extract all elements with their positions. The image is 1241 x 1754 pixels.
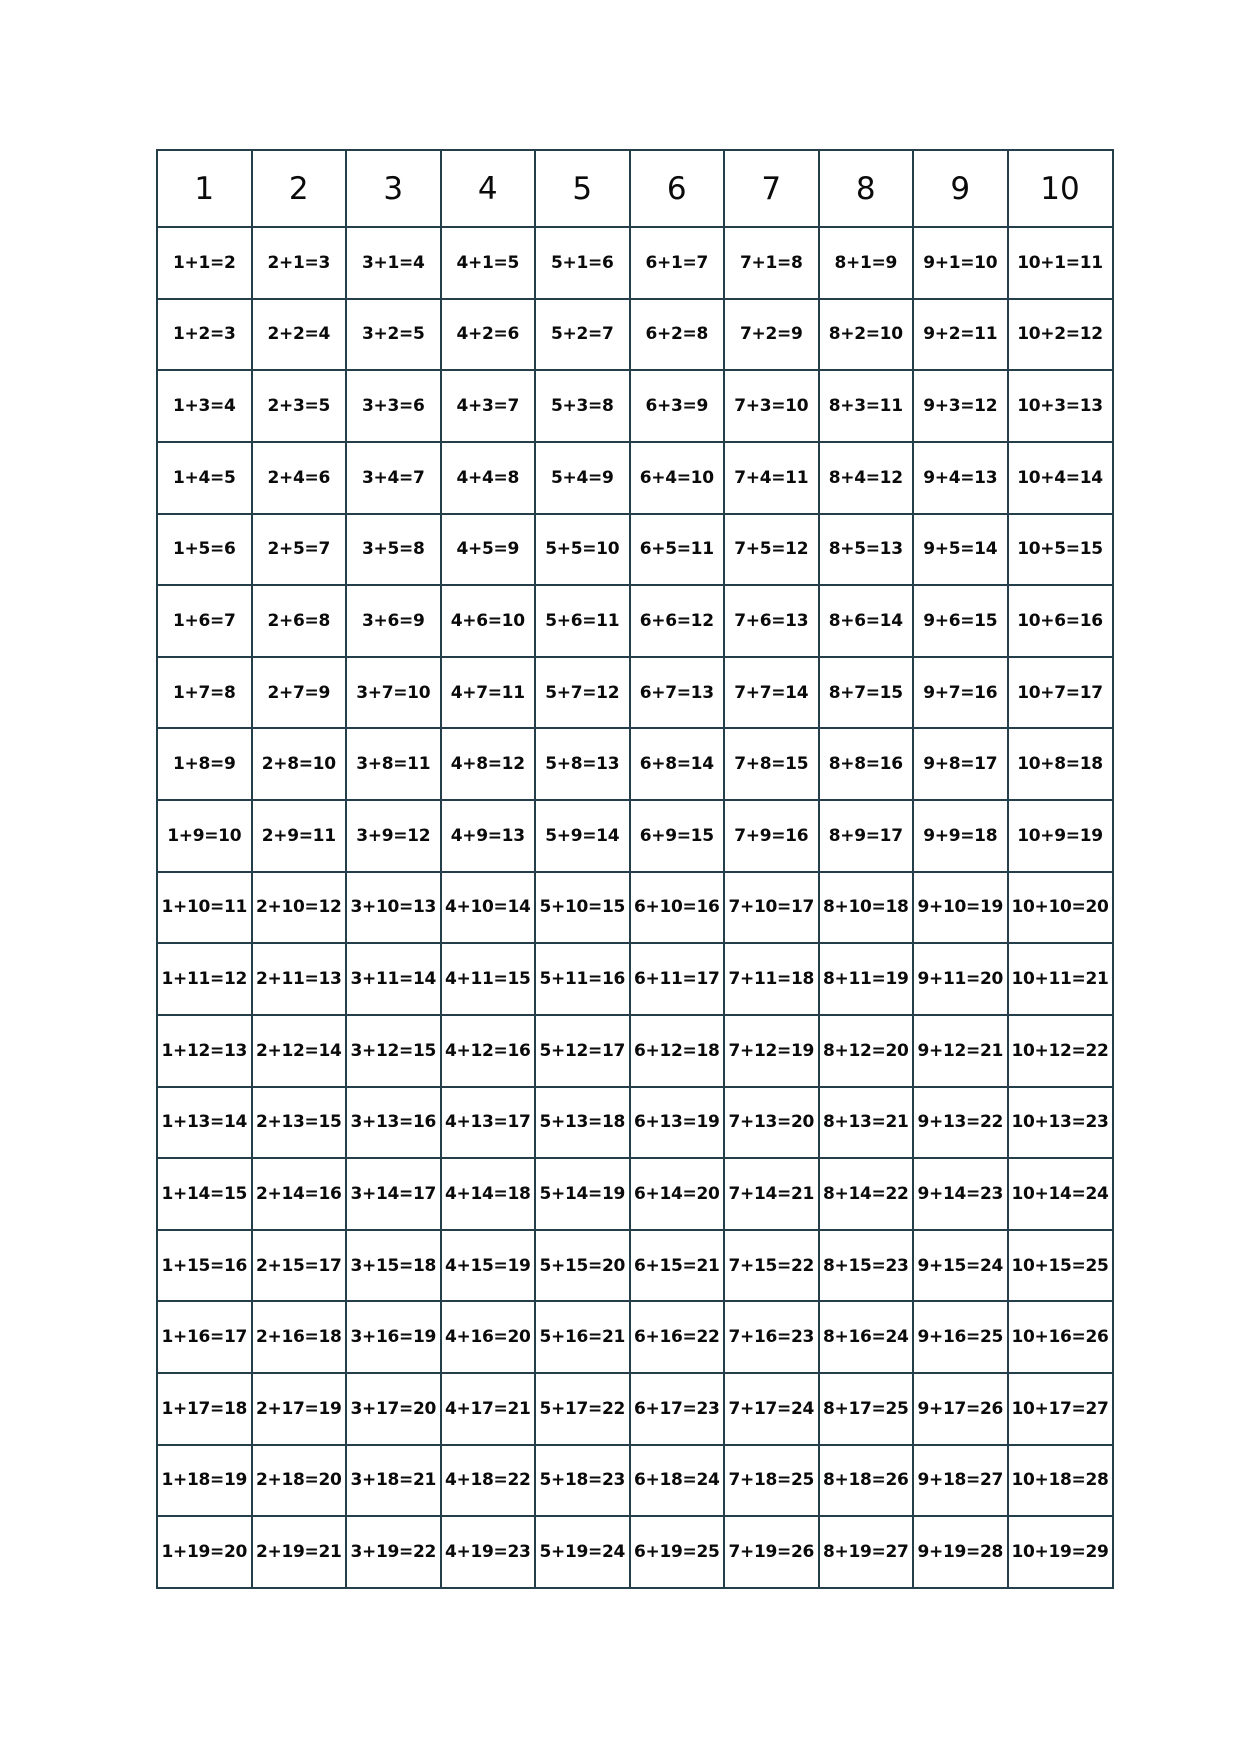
table-cell: 8+18=26 bbox=[819, 1445, 914, 1517]
table-row bbox=[157, 657, 1113, 729]
table-row bbox=[157, 728, 1113, 800]
table-cell: 9+2=11 bbox=[913, 299, 1008, 371]
table-cell: 9+1=10 bbox=[913, 227, 1008, 299]
table-cell: 6+8=14 bbox=[630, 728, 725, 800]
table-cell: 2+6=8 bbox=[252, 585, 347, 657]
table-cell: 10+14=24 bbox=[1008, 1158, 1113, 1230]
table-cell: 4+15=19 bbox=[441, 1230, 536, 1302]
table-row bbox=[157, 370, 1113, 442]
table-cell: 3+3=6 bbox=[346, 370, 441, 442]
table-cell: 2+13=15 bbox=[252, 1087, 347, 1159]
table-cell: 6+12=18 bbox=[630, 1015, 725, 1087]
table-cell: 9+11=20 bbox=[913, 943, 1008, 1015]
table-cell: 5+10=15 bbox=[535, 872, 630, 944]
column-header-8: 8 bbox=[819, 150, 914, 227]
table-cell: 10+1=11 bbox=[1008, 227, 1113, 299]
table-cell: 9+15=24 bbox=[913, 1230, 1008, 1302]
table-cell: 3+18=21 bbox=[346, 1445, 441, 1517]
column-header-1: 1 bbox=[157, 150, 252, 227]
table-cell: 1+1=2 bbox=[157, 227, 252, 299]
column-header-9: 9 bbox=[913, 150, 1008, 227]
table-row bbox=[157, 227, 1113, 299]
table-row bbox=[157, 1087, 1113, 1159]
table-cell: 1+15=16 bbox=[157, 1230, 252, 1302]
table-cell: 3+1=4 bbox=[346, 227, 441, 299]
table-cell: 6+1=7 bbox=[630, 227, 725, 299]
table-cell: 7+12=19 bbox=[724, 1015, 819, 1087]
table-cell: 4+17=21 bbox=[441, 1373, 536, 1445]
table-row bbox=[157, 872, 1113, 944]
table-row bbox=[157, 299, 1113, 371]
table-cell: 7+6=13 bbox=[724, 585, 819, 657]
table-cell: 6+3=9 bbox=[630, 370, 725, 442]
table-cell: 10+12=22 bbox=[1008, 1015, 1113, 1087]
column-header-10: 10 bbox=[1008, 150, 1113, 227]
table-row bbox=[157, 943, 1113, 1015]
table-cell: 2+17=19 bbox=[252, 1373, 347, 1445]
table-cell: 4+19=23 bbox=[441, 1516, 536, 1588]
table-cell: 8+4=12 bbox=[819, 442, 914, 514]
table-cell: 7+2=9 bbox=[724, 299, 819, 371]
table-cell: 7+17=24 bbox=[724, 1373, 819, 1445]
table-cell: 8+1=9 bbox=[819, 227, 914, 299]
table-cell: 3+11=14 bbox=[346, 943, 441, 1015]
table-cell: 8+19=27 bbox=[819, 1516, 914, 1588]
table-cell: 9+9=18 bbox=[913, 800, 1008, 872]
table-row bbox=[157, 1373, 1113, 1445]
table-cell: 2+1=3 bbox=[252, 227, 347, 299]
table-cell: 7+11=18 bbox=[724, 943, 819, 1015]
table-cell: 7+8=15 bbox=[724, 728, 819, 800]
table-cell: 9+16=25 bbox=[913, 1301, 1008, 1373]
table-cell: 8+5=13 bbox=[819, 514, 914, 586]
table-cell: 2+16=18 bbox=[252, 1301, 347, 1373]
table-row bbox=[157, 1230, 1113, 1302]
table-cell: 6+9=15 bbox=[630, 800, 725, 872]
table-cell: 8+13=21 bbox=[819, 1087, 914, 1159]
table-cell: 9+3=12 bbox=[913, 370, 1008, 442]
table-cell: 8+12=20 bbox=[819, 1015, 914, 1087]
table-cell: 9+17=26 bbox=[913, 1373, 1008, 1445]
table-cell: 6+17=23 bbox=[630, 1373, 725, 1445]
table-cell: 5+15=20 bbox=[535, 1230, 630, 1302]
column-header-2: 2 bbox=[252, 150, 347, 227]
table-cell: 5+11=16 bbox=[535, 943, 630, 1015]
table-cell: 6+18=24 bbox=[630, 1445, 725, 1517]
table-cell: 4+18=22 bbox=[441, 1445, 536, 1517]
table-cell: 1+9=10 bbox=[157, 800, 252, 872]
table-cell: 10+3=13 bbox=[1008, 370, 1113, 442]
table-cell: 3+10=13 bbox=[346, 872, 441, 944]
table-cell: 2+11=13 bbox=[252, 943, 347, 1015]
table-cell: 7+9=16 bbox=[724, 800, 819, 872]
table-cell: 2+7=9 bbox=[252, 657, 347, 729]
table-cell: 2+18=20 bbox=[252, 1445, 347, 1517]
table-cell: 3+8=11 bbox=[346, 728, 441, 800]
table-cell: 6+16=22 bbox=[630, 1301, 725, 1373]
table-cell: 5+3=8 bbox=[535, 370, 630, 442]
table-cell: 5+17=22 bbox=[535, 1373, 630, 1445]
table-cell: 9+19=28 bbox=[913, 1516, 1008, 1588]
table-cell: 10+15=25 bbox=[1008, 1230, 1113, 1302]
table-cell: 7+5=12 bbox=[724, 514, 819, 586]
table-cell: 9+10=19 bbox=[913, 872, 1008, 944]
table-cell: 1+18=19 bbox=[157, 1445, 252, 1517]
table-cell: 9+5=14 bbox=[913, 514, 1008, 586]
table-cell: 3+14=17 bbox=[346, 1158, 441, 1230]
table-cell: 1+5=6 bbox=[157, 514, 252, 586]
table-cell: 4+10=14 bbox=[441, 872, 536, 944]
table-cell: 8+7=15 bbox=[819, 657, 914, 729]
table-cell: 9+14=23 bbox=[913, 1158, 1008, 1230]
table-cell: 9+4=13 bbox=[913, 442, 1008, 514]
table-cell: 4+4=8 bbox=[441, 442, 536, 514]
table-cell: 7+14=21 bbox=[724, 1158, 819, 1230]
header-row bbox=[157, 150, 1113, 227]
column-header-7: 7 bbox=[724, 150, 819, 227]
table-cell: 6+13=19 bbox=[630, 1087, 725, 1159]
table-cell: 10+5=15 bbox=[1008, 514, 1113, 586]
table-row bbox=[157, 1516, 1113, 1588]
table-cell: 8+11=19 bbox=[819, 943, 914, 1015]
table-row bbox=[157, 1158, 1113, 1230]
table-cell: 7+18=25 bbox=[724, 1445, 819, 1517]
table-cell: 4+6=10 bbox=[441, 585, 536, 657]
table-row bbox=[157, 514, 1113, 586]
table-cell: 3+6=9 bbox=[346, 585, 441, 657]
table-cell: 7+16=23 bbox=[724, 1301, 819, 1373]
table-cell: 7+13=20 bbox=[724, 1087, 819, 1159]
table-cell: 4+11=15 bbox=[441, 943, 536, 1015]
table-cell: 5+4=9 bbox=[535, 442, 630, 514]
table-cell: 5+6=11 bbox=[535, 585, 630, 657]
table-cell: 10+2=12 bbox=[1008, 299, 1113, 371]
table-cell: 3+2=5 bbox=[346, 299, 441, 371]
table-cell: 4+2=6 bbox=[441, 299, 536, 371]
table-cell: 10+6=16 bbox=[1008, 585, 1113, 657]
column-header-4: 4 bbox=[441, 150, 536, 227]
table-cell: 8+6=14 bbox=[819, 585, 914, 657]
table-cell: 7+15=22 bbox=[724, 1230, 819, 1302]
table-cell: 8+17=25 bbox=[819, 1373, 914, 1445]
table-cell: 5+7=12 bbox=[535, 657, 630, 729]
table-cell: 1+3=4 bbox=[157, 370, 252, 442]
table-cell: 2+19=21 bbox=[252, 1516, 347, 1588]
table-cell: 2+3=5 bbox=[252, 370, 347, 442]
table-cell: 5+19=24 bbox=[535, 1516, 630, 1588]
table-cell: 1+11=12 bbox=[157, 943, 252, 1015]
table-cell: 1+14=15 bbox=[157, 1158, 252, 1230]
table-cell: 4+12=16 bbox=[441, 1015, 536, 1087]
table-cell: 2+10=12 bbox=[252, 872, 347, 944]
table-cell: 10+10=20 bbox=[1008, 872, 1113, 944]
table-cell: 10+18=28 bbox=[1008, 1445, 1113, 1517]
table-cell: 3+13=16 bbox=[346, 1087, 441, 1159]
table-cell: 9+13=22 bbox=[913, 1087, 1008, 1159]
table-cell: 5+14=19 bbox=[535, 1158, 630, 1230]
table-cell: 1+12=13 bbox=[157, 1015, 252, 1087]
table-row bbox=[157, 1301, 1113, 1373]
table-cell: 5+8=13 bbox=[535, 728, 630, 800]
table-row bbox=[157, 585, 1113, 657]
table-cell: 8+15=23 bbox=[819, 1230, 914, 1302]
table-cell: 9+18=27 bbox=[913, 1445, 1008, 1517]
table-cell: 5+16=21 bbox=[535, 1301, 630, 1373]
table-cell: 7+1=8 bbox=[724, 227, 819, 299]
table-cell: 3+7=10 bbox=[346, 657, 441, 729]
table-cell: 1+13=14 bbox=[157, 1087, 252, 1159]
table-cell: 5+12=17 bbox=[535, 1015, 630, 1087]
table-row bbox=[157, 1445, 1113, 1517]
table-cell: 1+6=7 bbox=[157, 585, 252, 657]
table-cell: 7+19=26 bbox=[724, 1516, 819, 1588]
table-cell: 1+2=3 bbox=[157, 299, 252, 371]
table-cell: 1+8=9 bbox=[157, 728, 252, 800]
table-cell: 1+4=5 bbox=[157, 442, 252, 514]
table-cell: 6+15=21 bbox=[630, 1230, 725, 1302]
table-cell: 8+14=22 bbox=[819, 1158, 914, 1230]
table-cell: 6+2=8 bbox=[630, 299, 725, 371]
table-cell: 6+4=10 bbox=[630, 442, 725, 514]
table-cell: 3+15=18 bbox=[346, 1230, 441, 1302]
table-cell: 7+3=10 bbox=[724, 370, 819, 442]
table-cell: 2+9=11 bbox=[252, 800, 347, 872]
table-cell: 5+1=6 bbox=[535, 227, 630, 299]
table-cell: 8+9=17 bbox=[819, 800, 914, 872]
table-cell: 9+6=15 bbox=[913, 585, 1008, 657]
table-cell: 10+4=14 bbox=[1008, 442, 1113, 514]
column-header-6: 6 bbox=[630, 150, 725, 227]
table-cell: 5+5=10 bbox=[535, 514, 630, 586]
table-cell: 6+7=13 bbox=[630, 657, 725, 729]
table-cell: 3+16=19 bbox=[346, 1301, 441, 1373]
table-cell: 4+14=18 bbox=[441, 1158, 536, 1230]
table-cell: 6+5=11 bbox=[630, 514, 725, 586]
table-cell: 4+1=5 bbox=[441, 227, 536, 299]
table-cell: 10+16=26 bbox=[1008, 1301, 1113, 1373]
table-cell: 8+10=18 bbox=[819, 872, 914, 944]
table-cell: 10+9=19 bbox=[1008, 800, 1113, 872]
table-cell: 10+13=23 bbox=[1008, 1087, 1113, 1159]
table-cell: 4+13=17 bbox=[441, 1087, 536, 1159]
table-cell: 6+6=12 bbox=[630, 585, 725, 657]
table-cell: 1+16=17 bbox=[157, 1301, 252, 1373]
table-cell: 3+19=22 bbox=[346, 1516, 441, 1588]
table-cell: 2+4=6 bbox=[252, 442, 347, 514]
table-cell: 6+14=20 bbox=[630, 1158, 725, 1230]
table-cell: 1+10=11 bbox=[157, 872, 252, 944]
table-cell: 2+15=17 bbox=[252, 1230, 347, 1302]
table-cell: 7+10=17 bbox=[724, 872, 819, 944]
table-cell: 3+9=12 bbox=[346, 800, 441, 872]
table-cell: 10+17=27 bbox=[1008, 1373, 1113, 1445]
table-cell: 8+2=10 bbox=[819, 299, 914, 371]
table-cell: 3+12=15 bbox=[346, 1015, 441, 1087]
table-cell: 7+7=14 bbox=[724, 657, 819, 729]
table-cell: 9+12=21 bbox=[913, 1015, 1008, 1087]
table-cell: 9+7=16 bbox=[913, 657, 1008, 729]
table-cell: 1+17=18 bbox=[157, 1373, 252, 1445]
table-cell: 2+8=10 bbox=[252, 728, 347, 800]
table-cell: 5+9=14 bbox=[535, 800, 630, 872]
table-cell: 4+9=13 bbox=[441, 800, 536, 872]
table-cell: 5+13=18 bbox=[535, 1087, 630, 1159]
table-row bbox=[157, 442, 1113, 514]
table-cell: 2+14=16 bbox=[252, 1158, 347, 1230]
table-cell: 9+8=17 bbox=[913, 728, 1008, 800]
addition-table bbox=[156, 149, 1114, 1589]
table-row bbox=[157, 800, 1113, 872]
table-cell: 8+8=16 bbox=[819, 728, 914, 800]
table-cell: 1+19=20 bbox=[157, 1516, 252, 1588]
column-header-5: 5 bbox=[535, 150, 630, 227]
table-cell: 8+16=24 bbox=[819, 1301, 914, 1373]
table-cell: 4+16=20 bbox=[441, 1301, 536, 1373]
column-header-3: 3 bbox=[346, 150, 441, 227]
table-cell: 10+11=21 bbox=[1008, 943, 1113, 1015]
table-cell: 5+2=7 bbox=[535, 299, 630, 371]
table-cell: 3+4=7 bbox=[346, 442, 441, 514]
table-cell: 4+7=11 bbox=[441, 657, 536, 729]
table-cell: 8+3=11 bbox=[819, 370, 914, 442]
table-cell: 4+3=7 bbox=[441, 370, 536, 442]
table-cell: 4+5=9 bbox=[441, 514, 536, 586]
table-row bbox=[157, 1015, 1113, 1087]
table-cell: 10+7=17 bbox=[1008, 657, 1113, 729]
table-cell: 2+12=14 bbox=[252, 1015, 347, 1087]
table-cell: 2+5=7 bbox=[252, 514, 347, 586]
table-body bbox=[157, 227, 1113, 1588]
table-cell: 3+5=8 bbox=[346, 514, 441, 586]
table-cell: 2+2=4 bbox=[252, 299, 347, 371]
table-cell: 6+10=16 bbox=[630, 872, 725, 944]
table-cell: 6+19=25 bbox=[630, 1516, 725, 1588]
table-cell: 4+8=12 bbox=[441, 728, 536, 800]
table-cell: 3+17=20 bbox=[346, 1373, 441, 1445]
table-cell: 10+19=29 bbox=[1008, 1516, 1113, 1588]
table-cell: 5+18=23 bbox=[535, 1445, 630, 1517]
table-cell: 1+7=8 bbox=[157, 657, 252, 729]
table-cell: 6+11=17 bbox=[630, 943, 725, 1015]
table-cell: 10+8=18 bbox=[1008, 728, 1113, 800]
table-cell: 7+4=11 bbox=[724, 442, 819, 514]
